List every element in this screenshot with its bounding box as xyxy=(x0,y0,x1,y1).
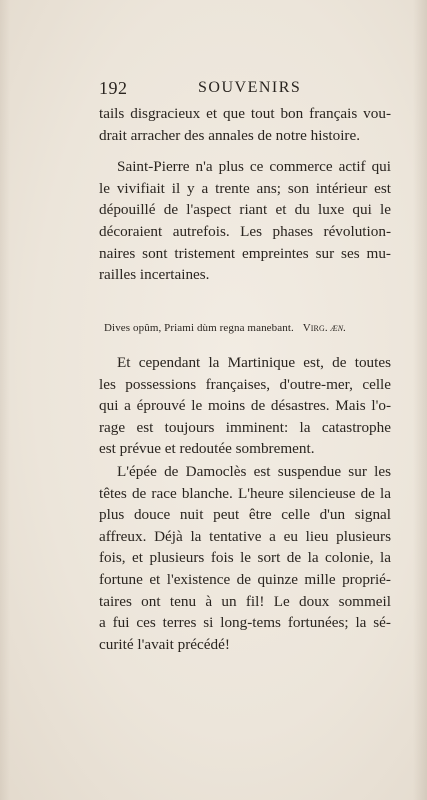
latin-quotation xyxy=(104,322,392,334)
text-block-bottom xyxy=(99,352,391,655)
text-line: L'épée de Damoclès est suspendue sur les xyxy=(117,462,391,480)
text-line: têtes de race blanche. L'heure silencieuse de la xyxy=(99,484,391,502)
page-edge-shadow xyxy=(0,0,10,800)
text-line: décoraient autrefois. Les phases révolution- xyxy=(99,222,391,240)
text-line: affreux. Déjà la tentative a eu lieu plusieurs xyxy=(99,527,391,545)
running-head: SOUVENIRS xyxy=(198,79,302,96)
quotation-source xyxy=(303,322,346,334)
text-line: taires ont tenu à un fil! Le doux sommeil xyxy=(99,592,391,610)
paragraph xyxy=(99,461,391,655)
text-line: Et cependant la Martinique est, de toutes xyxy=(117,354,391,371)
text-line: les possessions françaises, d'outre-mer, celle xyxy=(99,375,391,393)
text-line: fois, et plusieurs fois le sort de la colonie, la xyxy=(99,549,391,567)
quotation-work: æn. xyxy=(330,322,347,334)
text-line: tails disgracieux et que tout bon français vou- xyxy=(99,105,391,122)
text-line: qui a éprouvé le moins de désastres. Mais l'o- xyxy=(99,397,391,415)
text-line: drait arracher des annales de notre histoire. xyxy=(99,126,361,144)
text-line: curité l'avait précédé! xyxy=(99,635,230,653)
page-header xyxy=(99,78,389,104)
text-line: est prévue et redoutée sombrement. xyxy=(99,440,315,458)
text-line: Saint-Pierre n'a plus ce commerce actif qui xyxy=(117,158,391,176)
gutter-shadow xyxy=(413,0,427,800)
text-line: plus douce nuit peut être celle d'un signal xyxy=(99,506,391,524)
paragraph xyxy=(99,103,391,146)
page-number: 192 xyxy=(99,78,128,98)
paragraph xyxy=(99,352,391,460)
text-line: naires sont tristement empreintes sur ses mu- xyxy=(99,244,391,262)
text-line: railles incertaines. xyxy=(99,266,210,284)
text-line: le vivifiait il y a trente ans; son intérieur est xyxy=(99,179,391,197)
text-line: a fui ces terres si long-tems fortunées; la sé- xyxy=(99,614,391,632)
paragraph xyxy=(99,156,391,286)
text-block-top xyxy=(99,103,391,286)
quotation-author: Virg. xyxy=(302,322,328,334)
text-line: rage est toujours imminent: la catastrophe xyxy=(99,418,391,436)
text-line: dépouillé de l'aspect riant et du luxe qui le xyxy=(99,201,391,219)
quotation-text: Dives opûm, Priami dùm regna manebant. xyxy=(104,322,294,334)
text-line: fortune et l'existence de quinze mille proprié- xyxy=(99,570,391,588)
